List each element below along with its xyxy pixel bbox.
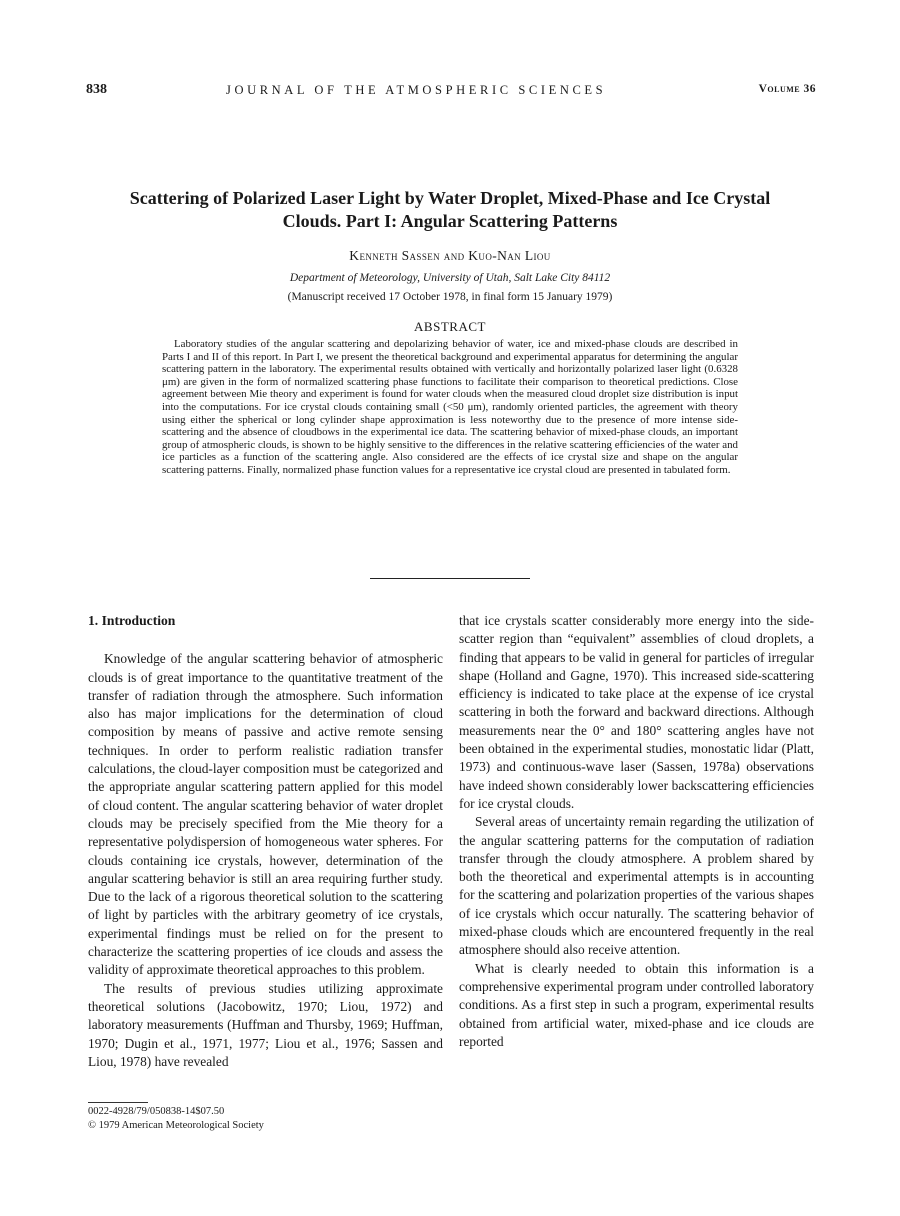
article-title: Scattering of Polarized Laser Light by Water Droplet, Mixed-Phase and Ice Crystal Clouds. Part I: Angular Scattering Patterns bbox=[129, 188, 771, 231]
page-number: 838 bbox=[86, 82, 107, 97]
abstract-text: Laboratory studies of the angular scattering and depolarizing behavior of water, ice and mixed-phase clouds are described in Parts I and II of this report. In Part I, we present the theoretical background and experimental apparatus for determining the angular scattering pattern in the laboratory. The experimental results obtained with vertically and horizontally polarized laser light (0.6328 μm) are given in the form of normalized scattering phase functions to facilitate their comparison to theoretical predictions. Close agreement between Mie theory and experiment is found for water clouds when the measured cloud droplet size distribution is input into the computations. For ice crystal clouds containing small (<50 μm), randomly oriented particles, the agreement with theory using either the spherical or long cylinder shape approximation is less noteworthy due to the presence of more intense side-scattering and the absence of cloudbows in the experimental ice data. The scattering behavior of mixed-phase clouds, an important group of atmospheric clouds, is shown to be highly sensitive to the differences in the relative scattering efficiencies of the water and ice particles as a function of the scattering angle. Also considered are the effects of ice crystal size and shape on the angular scattering patterns. Finally, normalized phase function values for a representative ice crystal cloud are presented in tabulated form. bbox=[162, 338, 738, 476]
affiliation: Department of Meteorology, University of Utah, Salt Lake City 84112 bbox=[289, 272, 611, 284]
copyright-notice: © 1979 American Meteorological Society bbox=[88, 1120, 264, 1131]
paragraph: What is clearly needed to obtain this information is a comprehensive experimental program under controlled laboratory conditions. As a first step in such a program, experimental results obtained from artificial water, mixed-phase and ice clouds are reported bbox=[459, 960, 814, 1049]
abstract-heading: ABSTRACT bbox=[414, 319, 486, 334]
left-column bbox=[88, 612, 443, 1071]
journal-name: JOURNAL OF THE ATMOSPHERIC SCIENCES bbox=[226, 83, 607, 97]
right-column bbox=[459, 612, 814, 1051]
authors: Kenneth Sassen and Kuo-Nan Liou bbox=[349, 248, 551, 263]
paragraph: The results of previous studies utilizing approximate theoretical solutions (Jacobowitz, 1970; Liou, 1972) and laboratory measurements (Huffman and Thursby, 1969; Huffman, 1970; Dugin et al., 1971, 1977; Liou et al., 1976; Sassen and Liou, 1978) have revealed bbox=[88, 980, 443, 1069]
paragraph: Knowledge of the angular scattering behavior of atmospheric clouds is of great importance to the quantitative treatment of the transfer of radiation through the atmosphere. Such information also has major implications for the determination of cloud composition by means of passive and active remote sensing techniques. In order to perform realistic radiation transfer calculations, the cloud-layer composition must be categorized and the appropriate angular scattering pattern applied for this model of cloud content. The angular scattering behavior of water droplet clouds may be precisely specified from the Mie theory for a representative polydispersion of homogeneous water spheres. For clouds containing ice crystals, however, determination of the angular scattering behavior is still an area requiring further study. Due to the lack of a rigorous theoretical solution to the scattering of light by particles with the arbitrary geometry of ice crystals, experimental findings must be relied on for the present to characterize the scattering properties of ice clouds and assess the validity of approximate theoretical approaches to this problem. bbox=[88, 651, 443, 978]
section-heading: 1. Introduction bbox=[88, 613, 176, 628]
section-divider bbox=[370, 578, 530, 579]
manuscript-note: (Manuscript received 17 October 1978, in final form 15 January 1979) bbox=[287, 291, 613, 303]
paragraph: Several areas of uncertainty remain regarding the utilization of the angular scattering patterns for the computation of radiation transfer through the cloudy atmosphere. A problem shared by both the theoretical and experimental attempts is in accounting for the scattering and polarization properties of the various shapes of ice crystals which occur naturally. The scattering behavior of mixed-phase clouds which are encountered frequently in the real atmosphere should also receive attention. bbox=[459, 814, 814, 958]
running-header bbox=[86, 82, 816, 102]
paragraph: that ice crystals scatter considerably more energy into the side-scatter region than “equivalent” assemblies of cloud droplets, a finding that appears to be valid in general for particles of irregular shape (Holland and Gagne, 1970). This increased side-scattering efficiency is indicated to take place at the expense of ice crystal scattering in both the forward and backward directions. Although measurements near the 0° and 180° scattering angles have not been obtained in the experimental studies, monostatic lidar (Platt, 1973) and continuous-wave laser (Sassen, 1978a) observations have indeed shown considerably lower backscattering efficiencies for ice crystal clouds. bbox=[459, 613, 814, 811]
footnote-code: 0022-4928/79/050838-14$07.50 bbox=[88, 1106, 225, 1117]
footnote-rule bbox=[88, 1102, 148, 1103]
volume-label: Volume 36 bbox=[758, 83, 816, 95]
